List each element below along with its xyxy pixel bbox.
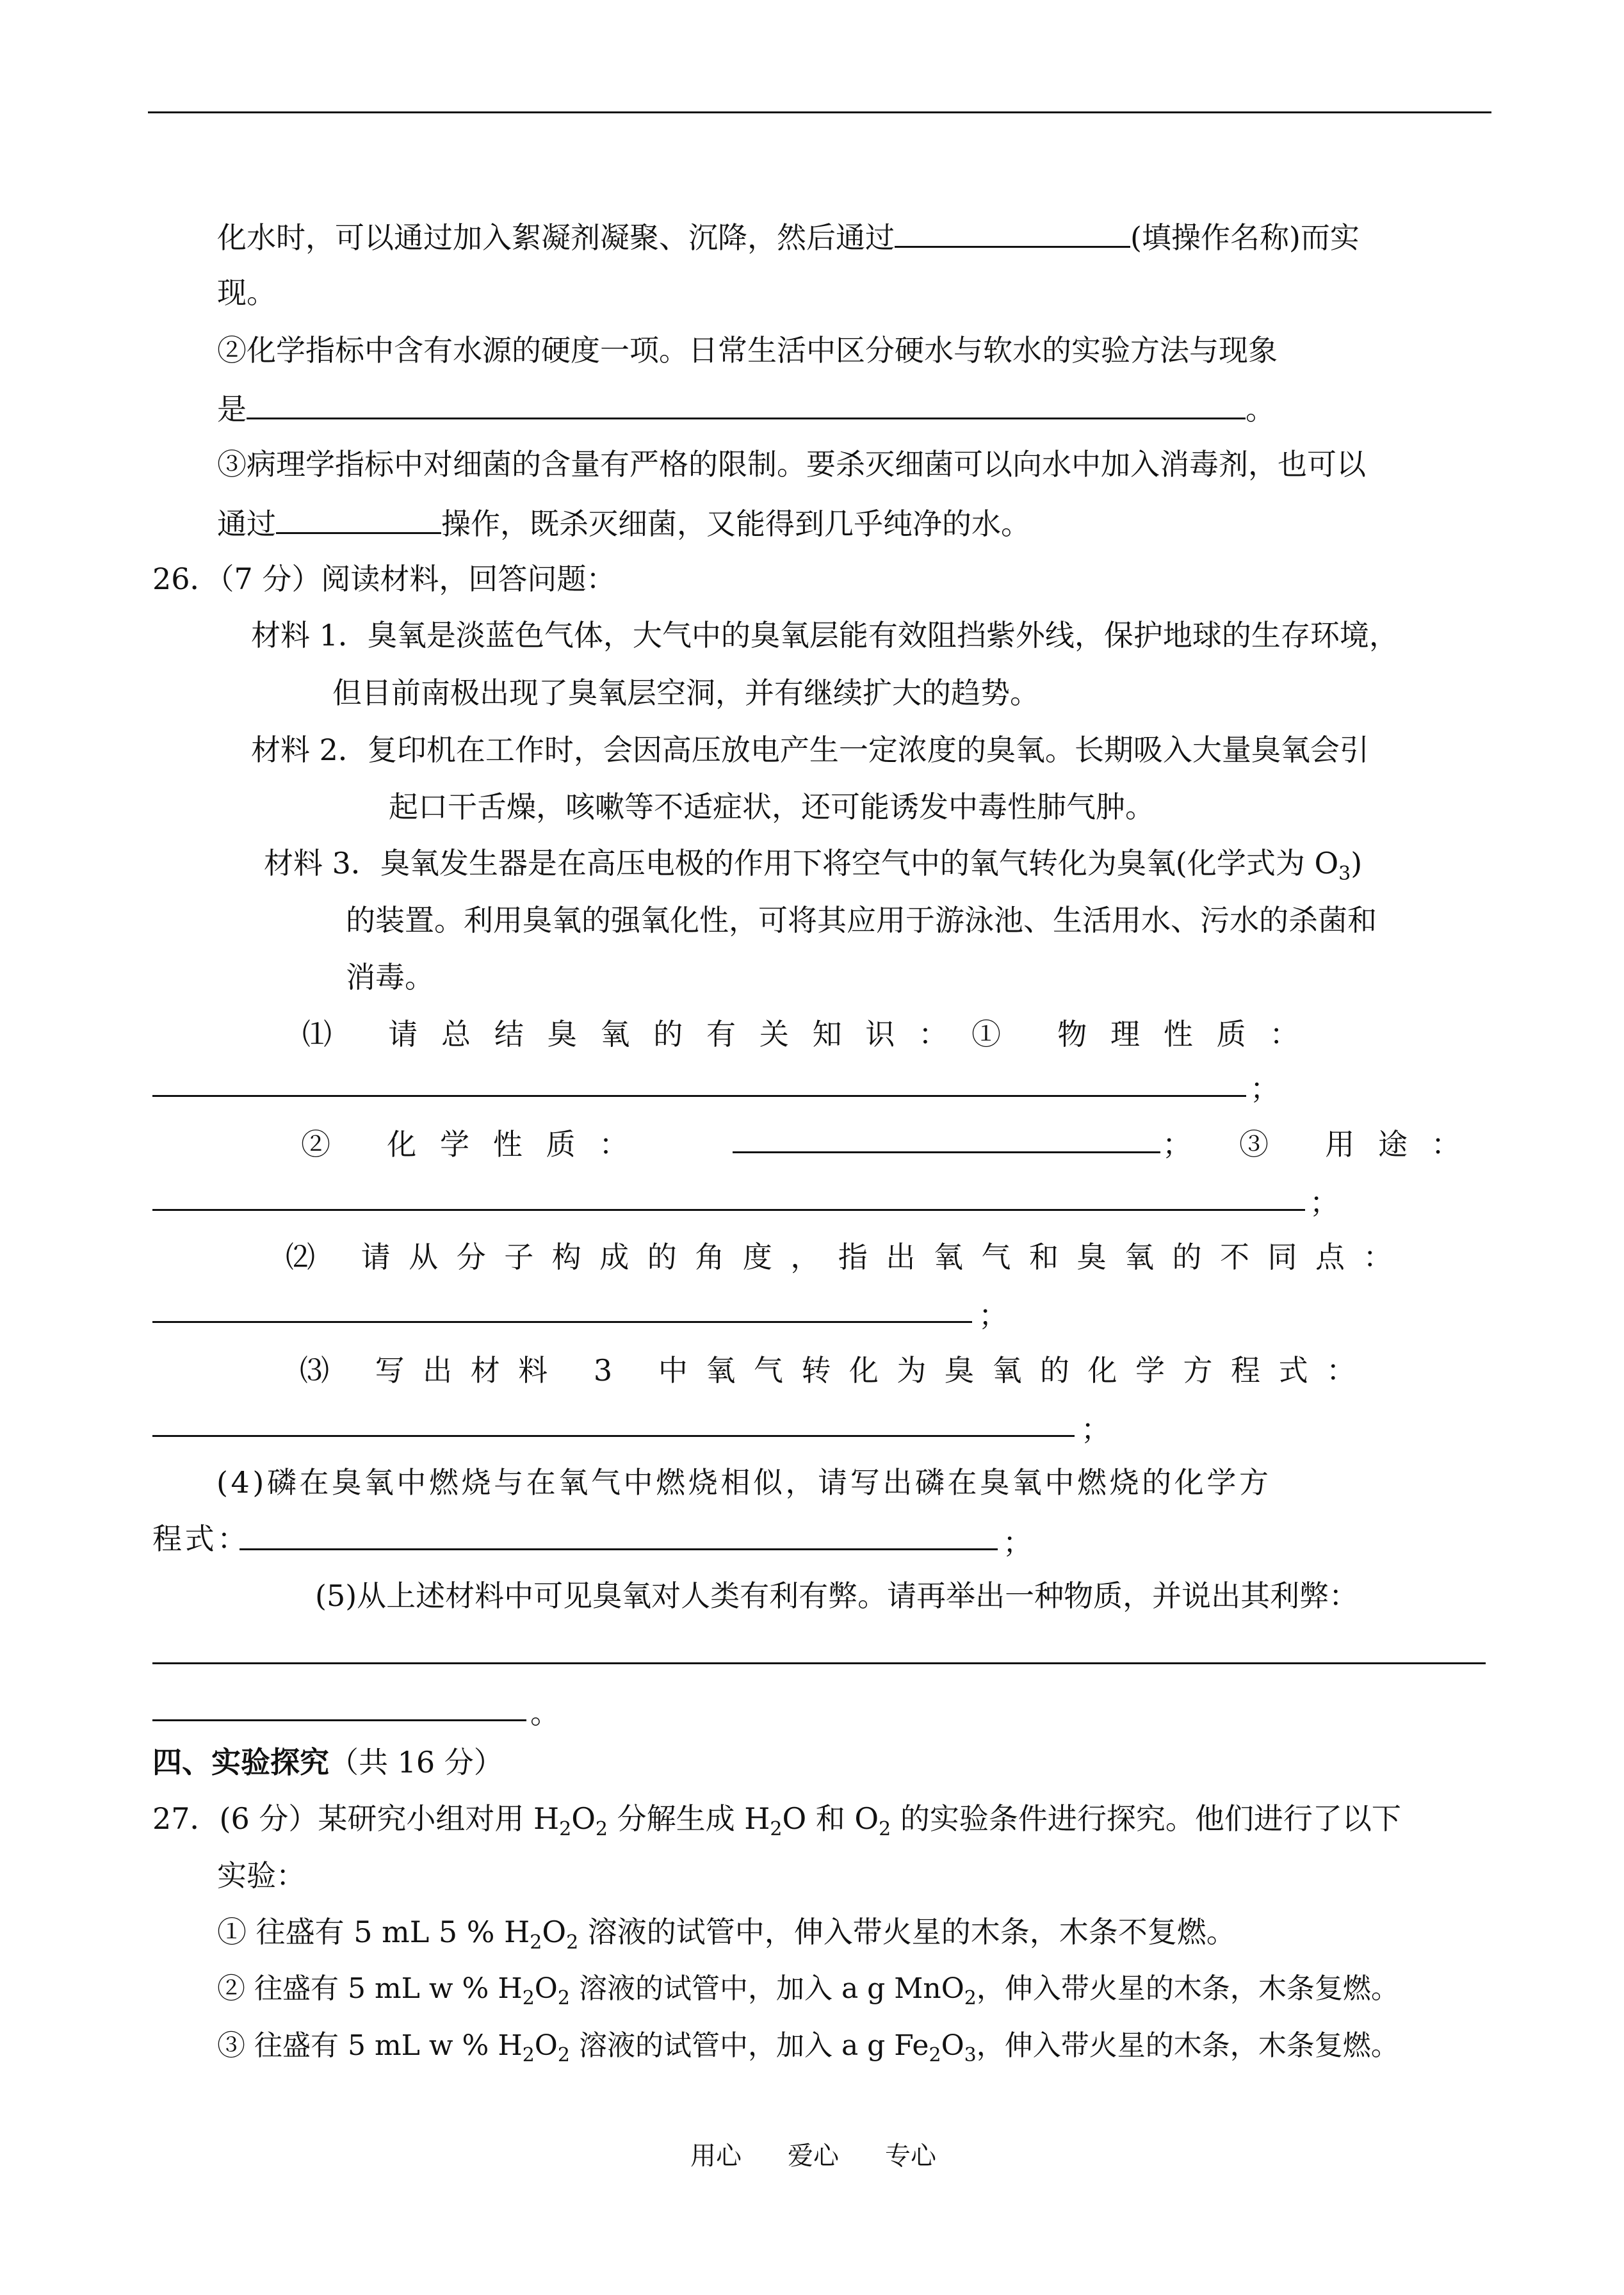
text: 操作，既杀灭细菌，又能得到几乎纯净的水。 [441, 507, 1030, 541]
subscript: 3 [1338, 863, 1351, 886]
semicolon: ； [1310, 1185, 1339, 1220]
material-2: 材料 2．复印机在工作时，会因高压放电产生一定浓度的臭氧。长期吸入大量臭氧会引 [251, 733, 1369, 767]
line-filtration [217, 216, 1360, 257]
footer-text: 专心 [885, 2141, 936, 2171]
subscript: 2 [566, 1931, 579, 1954]
question-26-title: 26．（7 分）阅读材料，回答问题： [152, 562, 616, 596]
experiment-3 [217, 2027, 1399, 2065]
subscript: 2 [522, 2043, 535, 2066]
footer-text: 爱心 [788, 2141, 839, 2171]
subscript: 2 [929, 2043, 941, 2066]
material-3 [264, 844, 1363, 886]
text: 化水时，可以通过加入絮凝剂凝聚、沉降，然后通过 [217, 220, 895, 255]
material-1-cont: 但目前南极出现了臭氧层空洞，并有继续扩大的趋势。 [332, 676, 1039, 710]
period: 。 [530, 1696, 560, 1730]
text: 溶液的试管中，伸入带火星的木条，木条不复燃。 [578, 1915, 1236, 1949]
answer-blank-hardness[interactable] [247, 388, 1246, 419]
text: 溶液的试管中，加入 a g Fe [569, 2029, 929, 2062]
semicolon: ； [978, 1298, 1008, 1333]
subq-4: (4)磷在臭氧中燃烧与在氧气中燃烧相似，请写出磷在臭氧中燃烧的化学方 [216, 1465, 1272, 1500]
subscript: 2 [522, 1986, 535, 2009]
text: O [534, 1972, 558, 2005]
semicolon: ； [1003, 1525, 1032, 1560]
answer-blank-distill[interactable] [276, 503, 441, 534]
answer-blank-operation[interactable] [895, 216, 1130, 248]
line-distill [217, 503, 1030, 543]
section-4-heading [152, 1743, 503, 1781]
subscript: 2 [595, 1818, 608, 1841]
subscript: 2 [964, 1986, 977, 2009]
text: 材料 3．臭氧发生器是在高压电极的作用下将空气中的氧气转化为臭氧(化学式为 O [264, 846, 1339, 880]
text: 是 [217, 392, 247, 426]
semicolon: ； [1162, 1127, 1192, 1162]
text: 。 [1246, 392, 1275, 426]
subscript: 2 [530, 1931, 542, 1954]
subscript: 2 [559, 1818, 572, 1841]
text: 27．(6 分）某研究小组对用 H [152, 1801, 560, 1836]
answer-line-example[interactable] [152, 1662, 1486, 1664]
subq-5: (5)从上述材料中可见臭氧对人类有利有弊。请再举出一种物质，并说出其利弊： [315, 1578, 1359, 1613]
experiment-1 [217, 1913, 1236, 1954]
subscript: 2 [557, 1986, 570, 2009]
subq-2: ⑵ 请从分子构成的角度，指出氧气和臭氧的不同点： [286, 1240, 1411, 1274]
line-hardness: ②化学指标中含有水源的硬度一项。日常生活中区分硬水与软水的实验方法与现象 [217, 333, 1278, 368]
subq-1-use: ③ 用途： [1239, 1127, 1484, 1162]
subscript: 2 [557, 2043, 570, 2066]
subq-1-chemical: ② 化学性质： [301, 1127, 653, 1162]
material-3-end: 消毒。 [346, 960, 434, 994]
subq-3: ⑶ 写出材料 3 中氧气转化为臭氧的化学方程式： [300, 1353, 1374, 1388]
text: 分解生成 H [608, 1801, 770, 1836]
answer-line-use[interactable] [152, 1209, 1305, 1211]
answer-line-example-cont[interactable] [152, 1719, 526, 1721]
section-title: 四、实验探究 [152, 1745, 329, 1780]
text: O 和 O [782, 1801, 879, 1836]
text: 的实验条件进行探究。他们进行了以下 [891, 1801, 1401, 1836]
answer-line-physical[interactable] [152, 1095, 1246, 1097]
answer-blank-chemical[interactable] [733, 1151, 1160, 1153]
text: ) [1351, 846, 1363, 880]
answer-line-equation-ozone[interactable] [152, 1435, 1075, 1437]
experiment-2 [217, 1970, 1399, 2008]
text: ③ 往盛有 5 mL w % H [217, 2029, 523, 2062]
text: (填操作名称)而实 [1130, 220, 1360, 255]
text: O [534, 2029, 558, 2062]
line-bacteria: ③病理学指标中对细菌的含量有严格的限制。要杀灭细菌可以向水中加入消毒剂，也可以 [217, 447, 1366, 482]
text: ，伸入带火星的木条，木条复燃。 [976, 1972, 1399, 2005]
footer-text: 用心 [690, 2141, 742, 2171]
subscript: 2 [770, 1818, 783, 1841]
line-text: 现。 [217, 275, 276, 310]
text: 通过 [217, 507, 276, 541]
semicolon: ； [1081, 1412, 1110, 1447]
material-1: 材料 1．臭氧是淡蓝色气体，大气中的臭氧层能有效阻挡紫外线，保护地球的生存环境， [251, 618, 1399, 653]
subq-1: ⑴ 请总结臭氧的有关知识：① 物理性质： [302, 1017, 1323, 1051]
text: ② 往盛有 5 mL w % H [217, 1972, 523, 2005]
text: ，伸入带火星的木条，木条复燃。 [976, 2029, 1399, 2062]
question-27 [152, 1799, 1401, 1841]
text: O [941, 2029, 964, 2062]
line-hardness-answer [217, 388, 1275, 428]
semicolon: ； [1250, 1071, 1279, 1106]
answer-line-difference[interactable] [152, 1321, 972, 1323]
section-score: （共 16 分） [329, 1745, 503, 1780]
material-3-cont: 的装置。利用臭氧的强氧化性，可将其应用于游泳池、生活用水、污水的杀菌和 [346, 903, 1377, 937]
text: O [571, 1801, 596, 1836]
text: ① 往盛有 5 mL 5 % H [217, 1915, 530, 1949]
subscript: 3 [964, 2043, 977, 2066]
text: 溶液的试管中，加入 a g MnO [569, 1972, 964, 2005]
text: 程式： [152, 1521, 250, 1556]
header-rule [148, 111, 1491, 113]
material-2-cont: 起口干舌燥，咳嗽等不适症状，还可能诱发中毒性肺气肿。 [389, 790, 1155, 824]
text: O [542, 1915, 567, 1949]
subscript: 2 [879, 1818, 891, 1841]
answer-line-phosphorus[interactable] [240, 1548, 998, 1550]
page-footer [690, 2140, 982, 2172]
subq-4-cont [152, 1520, 250, 1558]
question-27-cont: 实验： [217, 1858, 305, 1893]
